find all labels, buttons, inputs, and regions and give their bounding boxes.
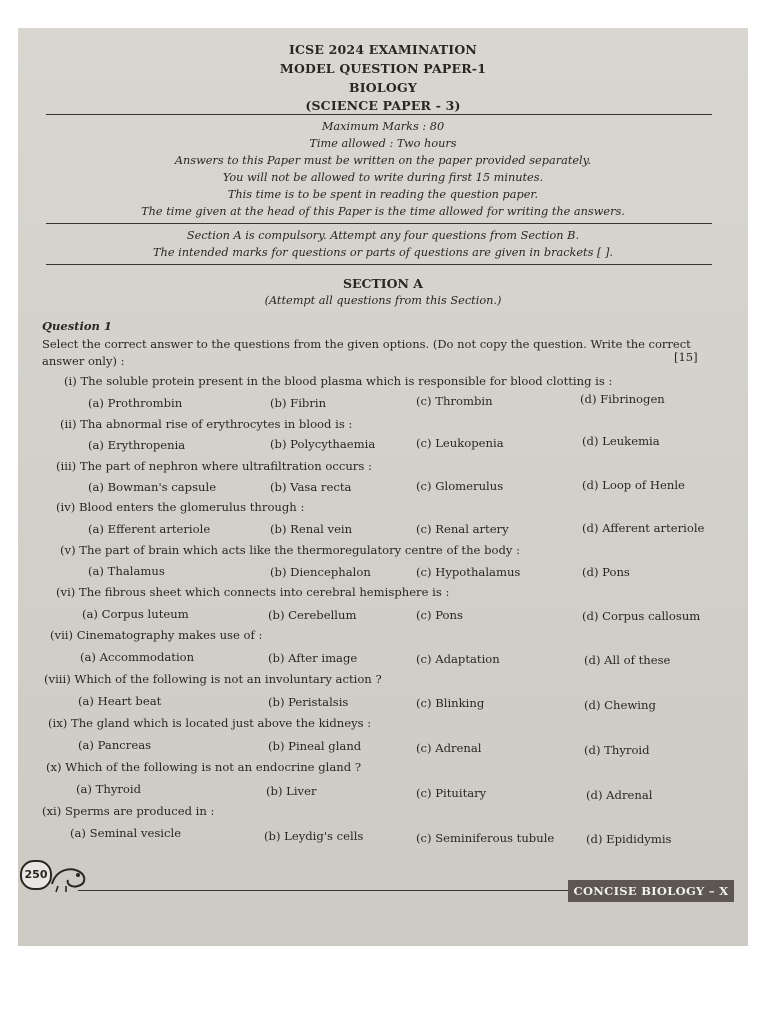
question-label: Question 1 [42, 319, 112, 333]
header-rule [46, 114, 712, 115]
option-d: (d) Corpus callosum [582, 609, 701, 623]
question-item [48, 716, 371, 730]
option-b: (b) Peristalsis [268, 695, 349, 709]
item-number: (vi) [56, 585, 76, 599]
option-d: (d) Pons [582, 565, 630, 579]
option-a: (a) Seminal vesicle [70, 826, 182, 840]
option-c: (c) Pons [416, 608, 463, 622]
question-item [64, 374, 612, 388]
item-text: Tha abnormal rise of erythrocytes in blood is : [80, 417, 353, 431]
option-c: (c) Adaptation [416, 652, 500, 666]
paper-title: MODEL QUESTION PAPER-1 [279, 61, 487, 76]
option-a: (a) Prothrombin [88, 396, 183, 410]
item-number: (viii) [44, 672, 71, 686]
question-paper-page [18, 28, 748, 946]
option-c: (c) Thrombin [416, 394, 493, 408]
option-c: (c) Hypothalamus [416, 565, 521, 579]
rule-line-1: Section A is compulsory. Attempt any four questions from Section B. [186, 229, 580, 242]
item-number: (vii) [50, 628, 74, 642]
option-b: (b) Fibrin [270, 396, 327, 410]
option-d: (d) Leukemia [582, 434, 660, 448]
option-c: (c) Leukopenia [416, 436, 504, 450]
question-item [60, 543, 520, 557]
option-b: (b) Renal vein [270, 522, 353, 536]
question-instruction: Select the correct answer to the questions from the given options. (Do not copy the question. Write the correct answer only) : [42, 337, 691, 368]
option-c: (c) Pituitary [416, 786, 487, 800]
question-item [56, 585, 449, 599]
item-text: The part of brain which acts like the thermoregulatory centre of the body : [79, 543, 521, 557]
option-a: (a) Efferent arteriole [88, 522, 211, 536]
item-text: Blood enters the glomerulus through : [79, 500, 305, 514]
item-number: (xi) [42, 804, 62, 818]
question-item [46, 760, 361, 774]
question-item [44, 672, 382, 686]
option-d: (d) Adrenal [586, 788, 653, 802]
option-b: (b) Liver [266, 784, 317, 798]
item-number: (x) [46, 760, 62, 774]
option-a: (a) Erythropenia [88, 438, 186, 452]
option-b: (b) Polycythaemia [270, 437, 376, 451]
max-marks: Maximum Marks : 80 [321, 120, 445, 133]
question-marks: [15] [674, 350, 698, 364]
subject-title: BIOLOGY [349, 80, 417, 95]
option-d: (d) Afferent arteriole [582, 521, 705, 535]
option-c: (c) Blinking [416, 696, 485, 710]
option-a: (a) Heart beat [78, 694, 162, 708]
page-number: 250 [20, 860, 52, 890]
chameleon-logo-icon [48, 858, 90, 894]
item-text: The soluble protein present in the blood plasma which is responsible for blood clotting is : [80, 374, 613, 388]
option-b: (b) Leydig's cells [264, 829, 364, 843]
item-number: (iv) [56, 500, 76, 514]
instruction-line-2: You will not be allowed to write during first 15 minutes. [222, 171, 544, 184]
option-a: (a) Accommodation [80, 650, 195, 664]
option-a: (a) Corpus luteum [82, 607, 189, 621]
option-a: (a) Bowman's capsule [88, 480, 217, 494]
option-c: (c) Renal artery [416, 522, 509, 536]
option-a: (a) Thalamus [88, 564, 165, 578]
info-rule [46, 223, 712, 224]
item-text: The fibrous sheet which connects into cerebral hemisphere is : [79, 585, 450, 599]
option-d: (d) Epididymis [586, 832, 672, 846]
rules-rule [46, 264, 712, 265]
option-d: (d) Chewing [584, 698, 656, 712]
option-d: (d) Fibrinogen [580, 392, 665, 406]
item-text: Sperms are produced in : [64, 804, 215, 818]
item-text: The part of nephron where ultrafiltration occurs : [79, 459, 372, 473]
item-number: (ix) [48, 716, 68, 730]
option-b: (b) Diencephalon [270, 565, 371, 579]
question-item [42, 804, 214, 818]
question-item [56, 459, 372, 473]
footer-rule [78, 890, 568, 891]
option-d: (d) Loop of Henle [582, 478, 685, 492]
option-b: (b) Pineal gland [268, 739, 362, 753]
item-text: Which of the following is not an involuntary action ? [74, 672, 382, 686]
option-c: (c) Adrenal [416, 741, 482, 755]
instruction-line-1: Answers to this Paper must be written on the paper provided separately. [174, 154, 592, 167]
question-item [50, 628, 262, 642]
section-subtitle: (Attempt all questions from this Section.) [264, 294, 502, 307]
question-item [60, 417, 352, 431]
item-number: (i) [64, 374, 77, 388]
exam-title: ICSE 2024 EXAMINATION [288, 42, 478, 57]
time-allowed: Time allowed : Two hours [309, 137, 457, 150]
option-c: (c) Glomerulus [416, 479, 504, 493]
book-title: CONCISE BIOLOGY – X [568, 880, 734, 902]
question-item [56, 500, 304, 514]
item-number: (ii) [60, 417, 77, 431]
option-d: (d) All of these [584, 653, 671, 667]
option-b: (b) After image [268, 651, 358, 665]
paper-code: (SCIENCE PAPER - 3) [305, 98, 461, 113]
option-d: (d) Thyroid [584, 743, 650, 757]
item-text: Which of the following is not an endocrine gland ? [65, 760, 362, 774]
option-b: (b) Cerebellum [268, 608, 357, 622]
instruction-line-4: The time given at the head of this Paper is the time allowed for writing the answers. [141, 205, 625, 218]
section-title: SECTION A [342, 276, 424, 291]
item-text: Cinematography makes use of : [76, 628, 263, 642]
rule-line-2: The intended marks for questions or parts of questions are given in brackets [ ]. [153, 246, 613, 259]
item-text: The gland which is located just above the kidneys : [70, 716, 372, 730]
option-b: (b) Vasa recta [270, 480, 352, 494]
item-number: (v) [60, 543, 76, 557]
option-c: (c) Seminiferous tubule [416, 831, 555, 845]
option-a: (a) Pancreas [78, 738, 152, 752]
item-number: (iii) [56, 459, 77, 473]
instruction-line-3: This time is to be spent in reading the question paper. [227, 188, 539, 201]
option-a: (a) Thyroid [76, 782, 142, 796]
